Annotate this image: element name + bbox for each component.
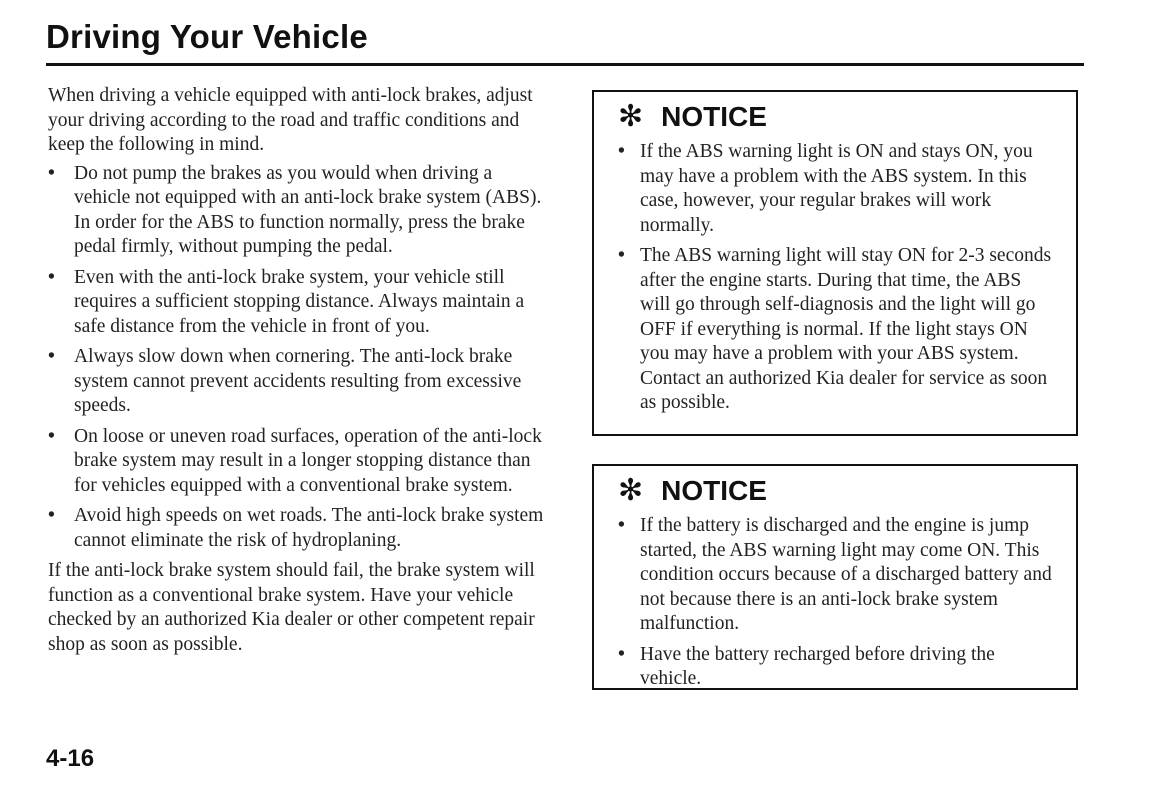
list-item-text: The ABS warning light will stay ON for 2-3 seconds after the engine starts. During that time, the ABS will go through self-diagnosis and the light will go OFF if everything is normal. If the light stays ON you may have a problem with your ABS system. Contact an authorized Kia dealer for service as soon as possible. bbox=[640, 245, 1052, 413]
bullet-icon: • bbox=[48, 425, 55, 447]
list-item-text: Have the battery recharged before driving the vehicle. bbox=[640, 643, 995, 689]
list-item-text: If the ABS warning light is ON and stays ON, you may have a problem with the ABS system. In this case, however, your regular brakes will work normally. bbox=[640, 141, 1033, 236]
list-item bbox=[618, 244, 1052, 416]
bullet-icon: • bbox=[48, 346, 55, 367]
bullet-icon: • bbox=[618, 515, 625, 536]
notice-heading bbox=[618, 100, 1052, 134]
asterisk-icon: ✻ bbox=[618, 99, 644, 133]
page-number: 4-16 bbox=[46, 745, 95, 772]
left-column bbox=[48, 84, 548, 657]
intro-paragraph: When driving a vehicle equipped with anti-lock brakes, adjust your driving according to the road and traffic conditions and keep the following in mind. bbox=[48, 85, 533, 155]
notice-title: NOTICE bbox=[661, 100, 767, 132]
list-item-text: Even with the anti-lock brake system, your vehicle still requires a sufficient stopping distance. Always maintain a safe distance from the vehicle in front of you. bbox=[74, 266, 525, 337]
list-item-text: If the battery is discharged and the engine is jump started, the ABS warning light may come ON. This condition occurs because of a discharged battery and not because there is an anti-lock brake system malfunction. bbox=[640, 515, 1052, 634]
list-item bbox=[48, 266, 548, 340]
bullet-icon: • bbox=[618, 245, 625, 266]
driving-tips-list bbox=[48, 162, 548, 554]
notice-title: NOTICE bbox=[661, 474, 767, 506]
list-item bbox=[48, 162, 548, 260]
list-item-text: Avoid high speeds on wet roads. The anti-lock brake system cannot eliminate the risk of hydroplaning. bbox=[74, 505, 544, 551]
list-item-text: Do not pump the brakes as you would when driving a vehicle not equipped with an anti-lock brake system (ABS). In order for the ABS to function normally, press the brake pedal firmly, without pumping the pedal. bbox=[74, 162, 542, 257]
list-item-text: Always slow down when cornering. The anti-lock brake system cannot prevent accidents resulting from excessive speeds. bbox=[74, 346, 522, 416]
notice-list bbox=[618, 140, 1052, 416]
list-item bbox=[48, 504, 548, 553]
bullet-icon: • bbox=[48, 162, 55, 184]
list-item bbox=[48, 425, 548, 499]
list-item-text: On loose or uneven road surfaces, operation of the anti-lock brake system may result in a longer stopping distance than for vehicles equipped with a conventional brake system. bbox=[74, 425, 542, 496]
title-rule bbox=[46, 63, 1084, 66]
notice-list bbox=[618, 514, 1052, 692]
bullet-icon: • bbox=[618, 141, 625, 162]
list-item bbox=[48, 345, 548, 419]
notice-box-battery bbox=[592, 464, 1078, 690]
asterisk-icon: ✻ bbox=[618, 473, 644, 507]
closing-paragraph: If the anti-lock brake system should fail, the brake system will function as a conventional brake system. Have your vehicle checked by an authorized Kia dealer or other competent repair shop as soon as possible. bbox=[48, 560, 535, 655]
bullet-icon: • bbox=[48, 266, 55, 288]
bullet-icon: • bbox=[618, 643, 625, 665]
list-item bbox=[618, 514, 1052, 637]
notice-box-abs-light bbox=[592, 90, 1078, 436]
list-item bbox=[618, 140, 1052, 238]
bullet-icon: • bbox=[48, 505, 55, 526]
list-item bbox=[618, 643, 1052, 692]
notice-heading bbox=[618, 474, 1052, 508]
page-title: Driving Your Vehicle bbox=[46, 18, 368, 55]
